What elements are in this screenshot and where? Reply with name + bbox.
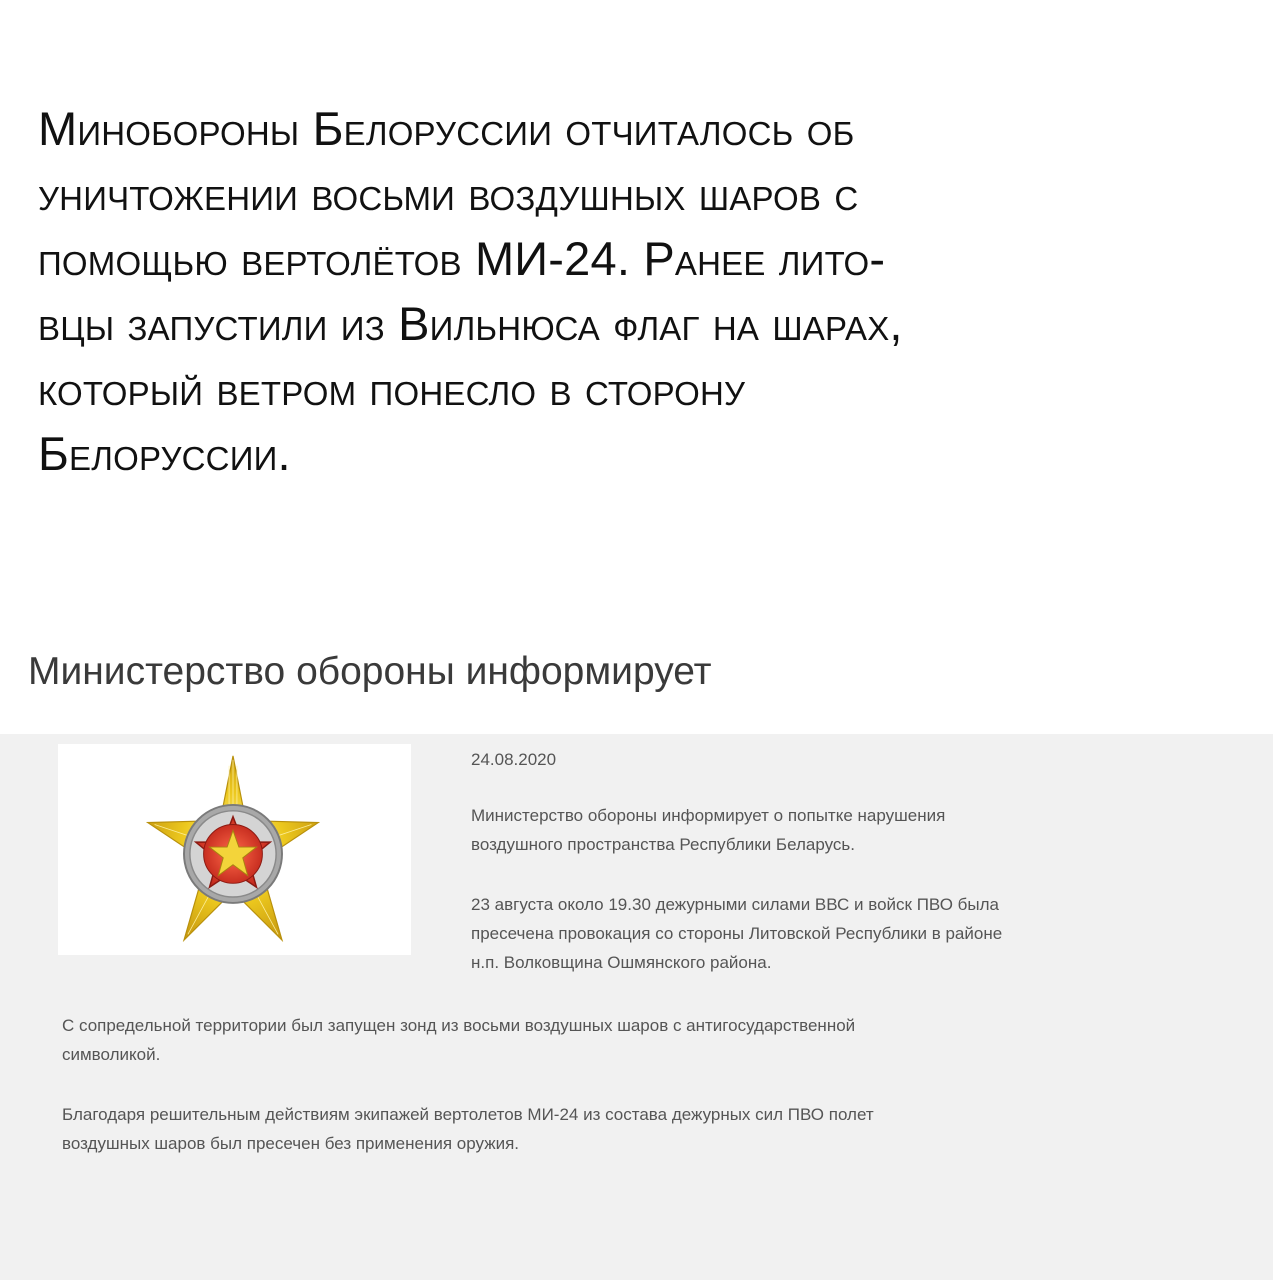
article-date: 24.08.2020	[471, 750, 557, 769]
headline-line: вцы запустили из Вильнюса флаг на шарах,	[38, 297, 903, 350]
headline-line: который ветром понесло в сторону	[38, 362, 746, 415]
section-title: Министерство обороны информирует	[28, 650, 712, 693]
headline	[38, 96, 1238, 486]
ministry-of-defense-star-emblem-icon	[133, 752, 333, 948]
paragraph-line: воздушных шаров был пресечен без применения оружия.	[62, 1134, 519, 1153]
paragraph-line: С сопредельной территории был запущен зонд из восьми воздушных шаров с антигосударственной	[62, 1016, 856, 1035]
headline-line: Минобороны Белоруссии отчиталось об	[38, 102, 855, 155]
paragraph-line: воздушного пространства Республики Беларусь.	[471, 835, 855, 854]
article-paragraph	[62, 1100, 1242, 1158]
paragraph-line: символикой.	[62, 1045, 161, 1064]
paragraph-line: Благодаря решительным действиям экипажей вертолетов МИ-24 из состава дежурных сил ПВО полет	[62, 1105, 874, 1124]
paragraph-line: Министерство обороны информирует о попытке нарушения	[471, 806, 946, 825]
emblem-box	[58, 744, 411, 955]
article-paragraph	[62, 1011, 1242, 1069]
headline-line: уничтожении восьми воздушных шаров с	[38, 167, 859, 220]
paragraph-line: 23 августа около 19.30 дежурными силами ВВС и войск ПВО была	[471, 895, 999, 914]
paragraph-line: н.п. Волковщина Ошмянского района.	[471, 953, 772, 972]
article-paragraph	[471, 890, 1261, 977]
headline-line: Белоруссии.	[38, 427, 291, 480]
news-article-panel	[0, 734, 1273, 1280]
paragraph-line: пресечена провокация со стороны Литовской Республики в районе	[471, 924, 1003, 943]
headline-line: помощью вертолётов МИ-24. Ранее лито-	[38, 232, 886, 285]
article-paragraph	[471, 801, 1241, 859]
